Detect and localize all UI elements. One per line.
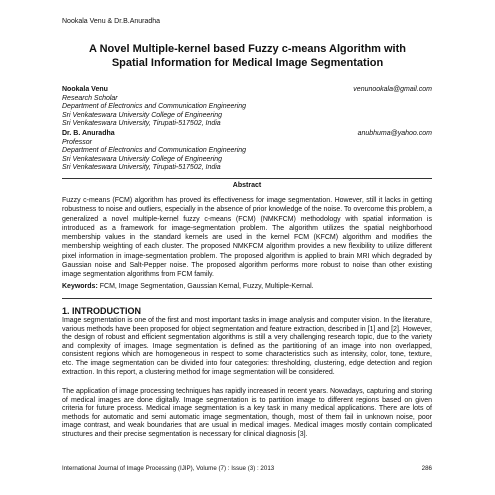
author-affiliation-line: Sri Venkateswara University College of Engineering bbox=[62, 111, 223, 119]
author-block-2 bbox=[62, 130, 432, 173]
footer-journal: International Journal of Image Processing (IJIP), Volume (7) : Issue (3) : 2013 bbox=[62, 465, 275, 472]
keywords-bottom-rule bbox=[62, 298, 432, 299]
title-line-1: A Novel Multiple-kernel based Fuzzy c-means Algorithm with bbox=[88, 43, 406, 55]
intro-paragraph-1: Image segmentation is one of the first and most important tasks in image analysis and computer vision. In the literature, various methods have been proposed for object segmentation and feature extraction, described in [1] and [2]. However, the design of robust and efficient segmentation algorithms is still a very challenging research topic, due to the variety and complexity of images. Image segmentation is defined as the partitioning of an image into non overlapped, consistent regions which are homogeneous in respect to some characteristics such as intensity, color, tone, texture, etc. The image segmentation can be divided into four categories: thresholding, clustering, edge detection and region extraction. In this report, a clustering method for image segmentation will be considered. bbox=[62, 317, 432, 376]
author-role: Professor bbox=[62, 138, 92, 146]
author-email: anubhuma@yahoo.com bbox=[357, 130, 432, 137]
author-affiliation-line: Department of Electronics and Communication Engineering bbox=[62, 103, 247, 110]
footer-page-number: 286 bbox=[421, 465, 432, 472]
abstract-top-rule bbox=[62, 178, 432, 179]
abstract-body: Fuzzy c-means (FCM) algorithm has proved its effectiveness for image segmentation. However, still it lacks in getting robustness to noise and outliers, especially in the absence of prior knowledge of the noise. To overcome this problem, a generalized a novel multiple-kernel fuzzy c-means (FCM) (NMKFCM) methodology with spatial information is introduced as a framework for image-segmentation problem. The algorithm utilizes the spatial neighborhood membership values in the standard kernels are used in the kernel FCM (KFCM) algorithm and modifies the membership weighting of each cluster. The proposed NMKFCM algorithm provides a new flexibility to utilize different pixel information in image-segmentation problem. The proposed algorithm is applied to brain MRI which degraded by Gaussian noise and Salt-Pepper noise. The proposed algorithm performs more robust to noise than other existing image segmentation algorithms from FCM family. bbox=[62, 197, 432, 279]
keywords-line bbox=[62, 283, 432, 290]
author-name: Dr. B. Anuradha bbox=[62, 130, 115, 137]
author-affiliation-line: Department of Electronics and Communication Engineering bbox=[62, 147, 247, 154]
abstract-heading: Abstract bbox=[232, 182, 262, 189]
paper-title bbox=[40, 42, 455, 70]
author-affiliation-line: Sri Venkateswara University, Tirupati-517502, India bbox=[62, 164, 221, 171]
running-head: Nookala Venu & Dr.B.Anuradha bbox=[62, 18, 161, 25]
keywords-text: FCM, Image Segmentation, Gaussian Kernal, Fuzzy, Multiple-Kernal. bbox=[97, 283, 314, 290]
author-affiliation-line: Sri Venkateswara University, Tirupati-517502, India bbox=[62, 120, 221, 127]
author-email: venunookala@gmail.com bbox=[353, 86, 432, 93]
author-role: Research Scholar bbox=[62, 94, 118, 102]
author-name: Nookala Venu bbox=[62, 86, 108, 93]
author-affiliation-line: Sri Venkateswara University College of Engineering bbox=[62, 155, 223, 163]
intro-paragraph-2: The application of image processing techniques has rapidly increased in recent years. Nowadays, capturing and storing of medical images are done digitally. Image segmentation is to partition image to different regions based on given criteria for future process. Medical image segmentation is a key task in many medical applications. There are lots of methods for automatic and semi automatic image segmentation, though, most of them fail in unknown noise, poor image contrast, and weak boundaries that are usual in medical images. Medical images mostly contain complicated structures and their precise segmentation is necessary for clinical diagnosis [3]. bbox=[62, 388, 432, 438]
keywords-label: Keywords: bbox=[62, 283, 98, 290]
title-line-2: Spatial Information for Medical Image Segmentation bbox=[111, 57, 384, 69]
section-heading: 1. INTRODUCTION bbox=[62, 306, 142, 316]
author-block-1 bbox=[62, 86, 432, 129]
